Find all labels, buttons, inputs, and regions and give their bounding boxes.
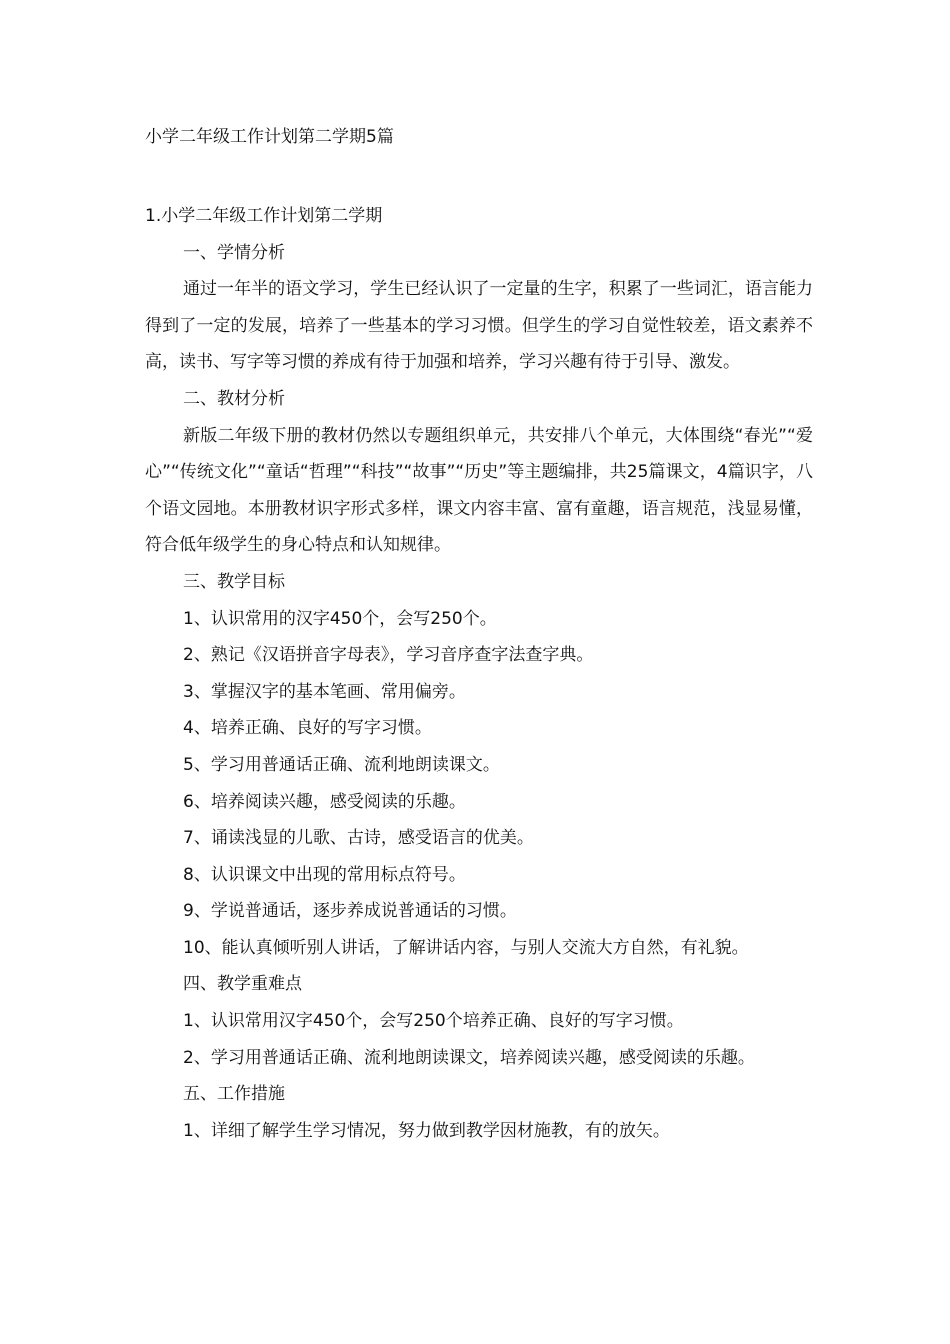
list-item: 2、学习用普通话正确、流利地朗读课文，培养阅读兴趣，感受阅读的乐趣。 — [183, 1047, 755, 1068]
list-item: 1、认识常用汉字450个，会写250个培养正确、良好的写字习惯。 — [183, 1011, 684, 1032]
list-item: 3、掌握汉字的基本笔画、常用偏旁。 — [183, 681, 466, 702]
part1-paragraph: 通过一年半的语文学习，学生已经认识了一定量的生字，积累了一些词汇，语言能力得到了一定的发展，培养了一些基本的学习习惯。但学生的学习自觉性较差，语文素养不高，读书、写字等习惯的养成有待于加强和培养，学习兴趣有待于引导、激发。 — [145, 279, 813, 373]
part5-heading: 五、工作措施 — [183, 1084, 285, 1105]
part2-paragraph: 新版二年级下册的教材仍然以专题组织单元，共安排八个单元，大体围绕“春光”“爱心”“传统文化”“童话“哲理”“科技”“故事”“历史”等主题编排，共25篇课文，4篇识字，八个语文园地。本册教材识字形式多样，课文内容丰富、富有童趣，语言规范，浅显易懂，符合低年级学生的身心特点和认知规律。 — [145, 425, 813, 556]
list-item: 8、认识课文中出现的常用标点符号。 — [183, 864, 466, 885]
list-item: 7、诵读浅显的儿歌、古诗，感受语言的优美。 — [183, 828, 534, 849]
part1-heading: 一、学情分析 — [183, 242, 285, 263]
list-item: 4、培养正确、良好的写字习惯。 — [183, 718, 432, 739]
part3-heading: 三、教学目标 — [183, 571, 285, 592]
list-item: 6、培养阅读兴趣，感受阅读的乐趣。 — [183, 791, 466, 812]
list-item: 1、认识常用的汉字450个，会写250个。 — [183, 608, 497, 629]
part2-heading: 二、教材分析 — [183, 388, 285, 409]
list-item: 9、学说普通话，逐步养成说普通话的习惯。 — [183, 901, 517, 922]
part4-heading: 四、教学重难点 — [183, 974, 302, 995]
list-item: 1、详细了解学生学习情况，努力做到教学因材施教，有的放矢。 — [183, 1120, 670, 1141]
list-item: 5、学习用普通话正确、流利地朗读课文。 — [183, 754, 500, 775]
list-item: 10、能认真倾听别人讲话，了解讲话内容，与别人交流大方自然，有礼貌。 — [183, 937, 749, 958]
document-body — [145, 198, 813, 1149]
document-title: 小学二年级工作计划第二学期5篇 — [145, 127, 394, 147]
section-heading: 1.小学二年级工作计划第二学期 — [145, 206, 383, 226]
list-item: 2、熟记《汉语拼音字母表》，学习音序查字法查字典。 — [183, 645, 594, 666]
